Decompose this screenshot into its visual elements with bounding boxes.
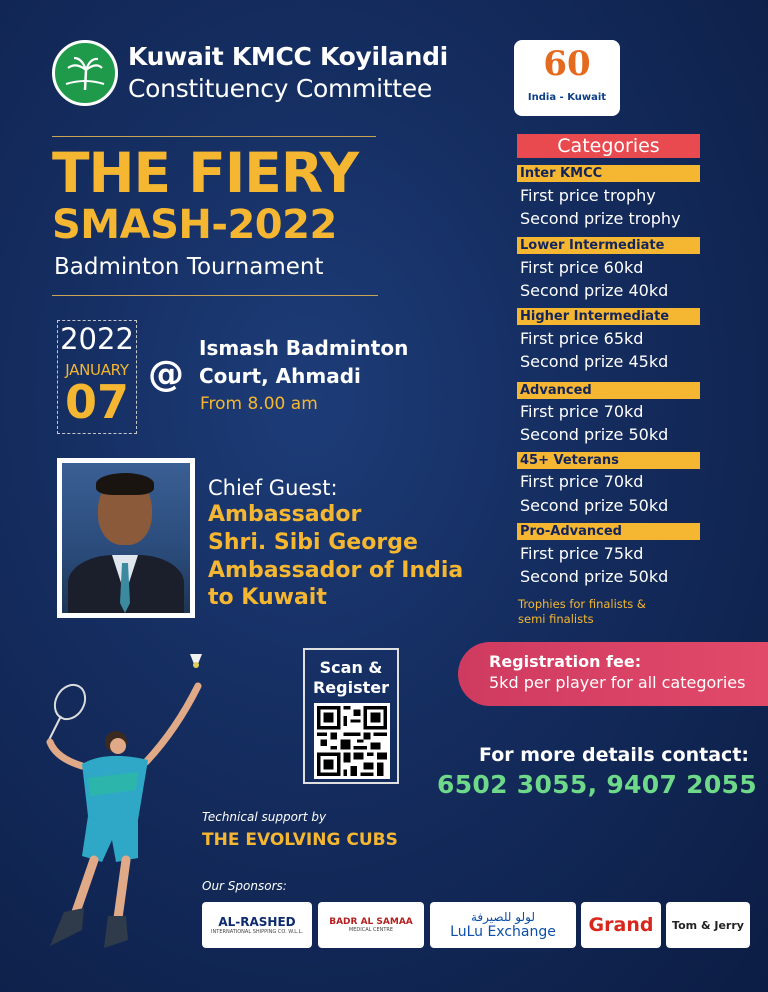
india-kuwait-60-badge: [514, 40, 620, 116]
technical-support-name: THE EVOLVING CUBS: [202, 830, 398, 850]
qr-label-line1: Scan &: [319, 658, 383, 677]
badminton-player-illustration: [26, 650, 236, 960]
category-first-prize: First price trophy: [520, 186, 656, 205]
category-first-prize: First price 70kd: [520, 472, 644, 491]
category-first-prize: First price 70kd: [520, 402, 644, 421]
sponsor-tom-and-jerry-logo: Tom & Jerry: [666, 902, 750, 948]
date-box: [57, 320, 137, 434]
chief-guest-role-line2: to Kuwait: [208, 585, 327, 610]
event-title-line1: THE FIERY: [52, 141, 359, 205]
qr-code-icon[interactable]: [314, 703, 390, 779]
category-first-prize: First price 60kd: [520, 258, 644, 277]
category-bar-inter-kmcc: Inter KMCC: [517, 165, 700, 182]
at-sign: @: [148, 354, 184, 395]
organization-subname: Constituency Committee: [128, 74, 432, 103]
kmcc-logo: [52, 40, 118, 106]
venue-line1: Ismash Badminton: [199, 336, 409, 360]
sponsors-label: Our Sponsors:: [202, 879, 287, 893]
event-subtitle: Badminton Tournament: [54, 254, 324, 280]
category-first-prize: First price 75kd: [520, 544, 644, 563]
category-second-prize: Second prize 45kd: [520, 352, 669, 371]
shuttlecock-icon: [190, 654, 202, 668]
chief-guest-name-line2: Shri. Sibi George: [208, 530, 418, 555]
date-month: JANUARY: [65, 361, 129, 379]
chief-guest-name-line1: Ambassador: [208, 502, 362, 527]
category-second-prize: Second prize 50kd: [520, 425, 669, 444]
chief-guest-photo: [57, 458, 195, 618]
event-title-line2: SMASH-2022: [52, 202, 337, 248]
title-divider-bottom: [52, 295, 378, 296]
trophies-note-line1: Trophies for finalists &: [518, 597, 646, 611]
qr-label-line2: Register: [312, 678, 390, 697]
technical-support-label: Technical support by: [202, 810, 327, 824]
category-bar-higher-intermediate: Higher Intermediate: [517, 308, 700, 325]
date-day: 07: [64, 375, 129, 429]
contact-label: For more details contact:: [479, 744, 749, 766]
category-second-prize: Second prize 50kd: [520, 567, 669, 586]
category-second-prize: Second prize trophy: [520, 209, 681, 228]
chief-guest-role-line1: Ambassador of India: [208, 558, 464, 583]
category-bar-lower-intermediate: Lower Intermediate: [517, 237, 700, 254]
date-year: 2022: [60, 322, 134, 356]
sponsor-lulu-exchange-logo: لولو للصيرفة LuLu Exchange: [430, 902, 576, 948]
title-divider-top: [52, 136, 376, 137]
badge-number: 60: [543, 44, 591, 84]
event-time: From 8.00 am: [200, 394, 318, 414]
registration-fee-title: Registration fee:: [489, 652, 642, 671]
racket-icon: [48, 679, 91, 742]
sponsor-badr-al-samaa-logo: BADR AL SAMAA MEDICAL CENTRE: [318, 902, 424, 948]
category-second-prize: Second prize 50kd: [520, 496, 669, 515]
venue-line2: Court, Ahmadi: [199, 364, 361, 388]
categories-header: Categories: [517, 134, 700, 158]
category-second-prize: Second prize 40kd: [520, 281, 669, 300]
sponsor-al-rashed-logo: AL-RASHED INTERNATIONAL SHIPPING CO. W.L.L.: [202, 902, 312, 948]
chief-guest-label: Chief Guest:: [208, 476, 338, 500]
category-bar-pro-advanced: Pro-Advanced: [517, 523, 700, 540]
contact-phone-numbers[interactable]: 6502 3055, 9407 2055: [437, 770, 757, 799]
trophies-note-line2: semi finalists: [518, 612, 594, 626]
sponsor-grand-logo: Grand: [581, 902, 661, 948]
registration-fee-text: 5kd per player for all categories: [489, 673, 746, 692]
organization-name: Kuwait KMCC Koyilandi: [128, 42, 448, 71]
qr-register-box[interactable]: [303, 648, 399, 784]
portrait-image: [62, 463, 190, 613]
badge-label: India - Kuwait: [527, 92, 607, 103]
category-bar-veterans: 45+ Veterans: [517, 452, 700, 469]
category-first-prize: First price 65kd: [520, 329, 644, 348]
category-bar-advanced: Advanced: [517, 382, 700, 399]
palm-tree-icon: [62, 50, 108, 96]
